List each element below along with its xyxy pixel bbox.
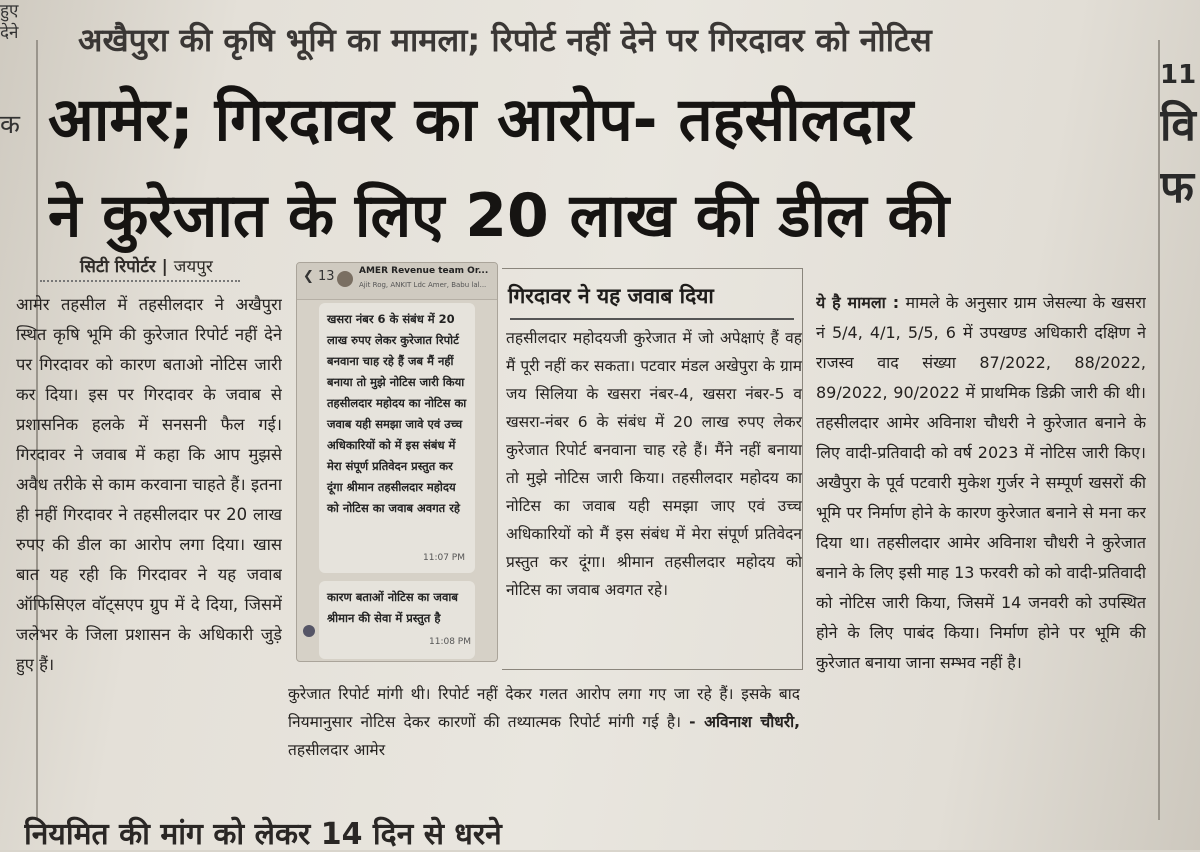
edge-right-text-3: फ (1160, 162, 1194, 213)
byline-rule (40, 280, 240, 282)
kicker-headline: अखैपुरा की कृषि भूमि का मामला; रिपोर्ट नहीं देने पर गिरदावर को नोटिस (78, 21, 932, 59)
reply-box-rule (510, 318, 794, 320)
chat-back-count: ❮ 13 (303, 269, 335, 284)
reply-box-title: गिरदावर ने यह जवाब दिया (508, 284, 714, 308)
headline-line-2: ने कुरेजात के लिए 20 लाख की डील की (48, 181, 950, 251)
edge-right-text-1: 11 (1160, 60, 1197, 90)
case-lead-label: ये है मामला : (816, 293, 900, 312)
message-2-time: 11:08 PM (429, 637, 471, 647)
statement-text: कुरेजात रिपोर्ट मांगी थी। रिपोर्ट नहीं देकर गलत आरोप लगा गए जा रहे हैं। इसके बाद नियमानुसार नोटिस देकर कारणों की तथ्यात्मक रिपोर्ट मांगी गई है। (288, 685, 800, 731)
byline: सिटी रिपोर्टर | जयपुर (80, 257, 213, 277)
group-avatar (337, 271, 353, 287)
whatsapp-screenshot (296, 262, 498, 662)
chat-message-1: खसरा नंबर 6 के संबंध में 20 लाख रुपए लेकर कुरेजात रिपोर्ट बनवाना चाह रहे हैं जब मैं नहीं बनाया तो मुझे नोटिस जारी किया तहसीलदार महोदय का नोटिस का जवाब यही समझा जावे एवं उच्च अधिकारियों को में इस संबंध में मेरा संपूर्ण प्रतिवेदन प्रस्तुत कर दूंगा श्रीमान तहसीलदार महोदय को नोटिस का जवाब अवगत रहे (319, 303, 475, 573)
group-members: Ajit Rog, ANKIT Ldc Amer, Babu lal... (359, 281, 487, 289)
edge-left-text-2: देने (0, 23, 19, 43)
column-divider-right (1158, 40, 1160, 820)
headline-line-1: आमेर; गिरदावर का आरोप- तहसीलदार (48, 85, 914, 155)
case-details-text: मामले के अनुसार ग्राम जेसल्या के खसरा नं 5/4, 4/1, 5/5, 6 में उपखण्ड अधिकारी दक्षिण ने राजस्व वाद संख्या 87/2022, 88/2022, 89/2022, 90/2022 में प्राथमिक डिक्री जारी की थी। तहसीलदार आमेर अविनाश चौधरी ने कुरेजात बनाने के लिए वादी-प्रतिवादी को वर्ष 2023 में नोटिस जारी किए। अखैपुरा के पूर्व पटवारी मुकेश गुर्जर ने सम्पूर्ण खसरों की भूमि पर निर्माण होने के कारण कुरेजात बनाने से मना कर दिया था। तहसीलदार आमेर अविनाश चौधरी ने कुरेजात बनाने के लिए इसी माह 13 फरवरी को को वादी-प्रतिवादी को नोटिस जारी किया, जिसमें 14 जनवरी को उपस्थित होने के लिए पाबंद किया। निर्माण होने पर भूमि की कुरेजात बनाया जाना सम्भव नहीं है। (816, 293, 1146, 672)
edge-left-text-1: हुए (0, 1, 19, 21)
chat-header (297, 263, 497, 300)
edge-right-text-2: वि (1160, 100, 1196, 151)
tehsildar-statement (288, 680, 800, 780)
group-name: AMER Revenue team Or... (359, 266, 489, 276)
message-1-time: 11:07 PM (423, 553, 465, 563)
article-column-3 (816, 288, 1146, 808)
adjacent-column-left-fragment (0, 0, 34, 230)
adjacent-column-right-fragment (1160, 55, 1200, 315)
edge-left-text-3: क (0, 110, 20, 140)
sender-avatar (303, 625, 315, 637)
statement-designation: तहसीलदार आमेर (288, 741, 386, 759)
main-headline (48, 72, 1158, 272)
byline-reporter: सिटी रिपोर्टर (80, 257, 156, 277)
byline-location: जयपुर (173, 257, 213, 277)
article-column-1: आमेर तहसील में तहसीलदार ने अखैपुरा स्थित कृषि भूमि की कुरेजात रिपोर्ट नहीं देने पर गिरदावर को कारण बताओ नोटिस जारी कर दिया। इस पर गिरदावर के जवाब से प्रशासनिक हलके में सनसनी फैल गई। गिरदावर ने जवाब में कहा कि आप मुझसे अवैध तरीके से काम करवाना चाहते हैं। इतना ही नहीं गिरदावर ने तहसीलदार पर 20 लाख रुपए की डील का आरोप लगा दिया। खास बात यह रही कि गिरदावर ने यह जवाब ऑफिसिएल वॉट्सएप ग्रुप में दे दिया, जिसमें जलेभर के जिला प्रशासन के अधिकारी जुड़े हुए हैं। (16, 295, 282, 674)
next-article-headline: नियमित की मांग को लेकर 14 दिन से धरने (24, 817, 502, 852)
chat-message-2: कारण बताओं नोटिस का जवाब श्रीमान की सेवा में प्रस्तुत है (319, 581, 475, 659)
statement-author: - अविनाश चौधरी, (689, 713, 800, 731)
reply-box-body: तहसीलदार महोदयजी कुरेजात में जो अपेक्षाएं हैं वह मैं पूरी नहीं कर सकता। पटवार मंडल अखेपुरा के ग्राम जय सिलिया के खसरा नंबर-4, खसरा नंबर-5 व खसरा-नंबर 6 के संबंध में 20 लाख रुपए लेकर कुरेजात रिपोर्ट बनवाना चाह रहे हैं। मैंने नहीं बनाया तो मुझे नोटिस जारी किया। तहसीलदार महोदय का नोटिस का जवाब यही समझा जाए एवं उच्च अधिकारियों को मैं इस संबंध में मेरा संपूर्ण प्रतिवेदन प्रस्तुत कर दूंगा। श्रीमान तहसीलदार महोदय को नोटिस का जवाब अवगत रहे। (506, 329, 802, 599)
